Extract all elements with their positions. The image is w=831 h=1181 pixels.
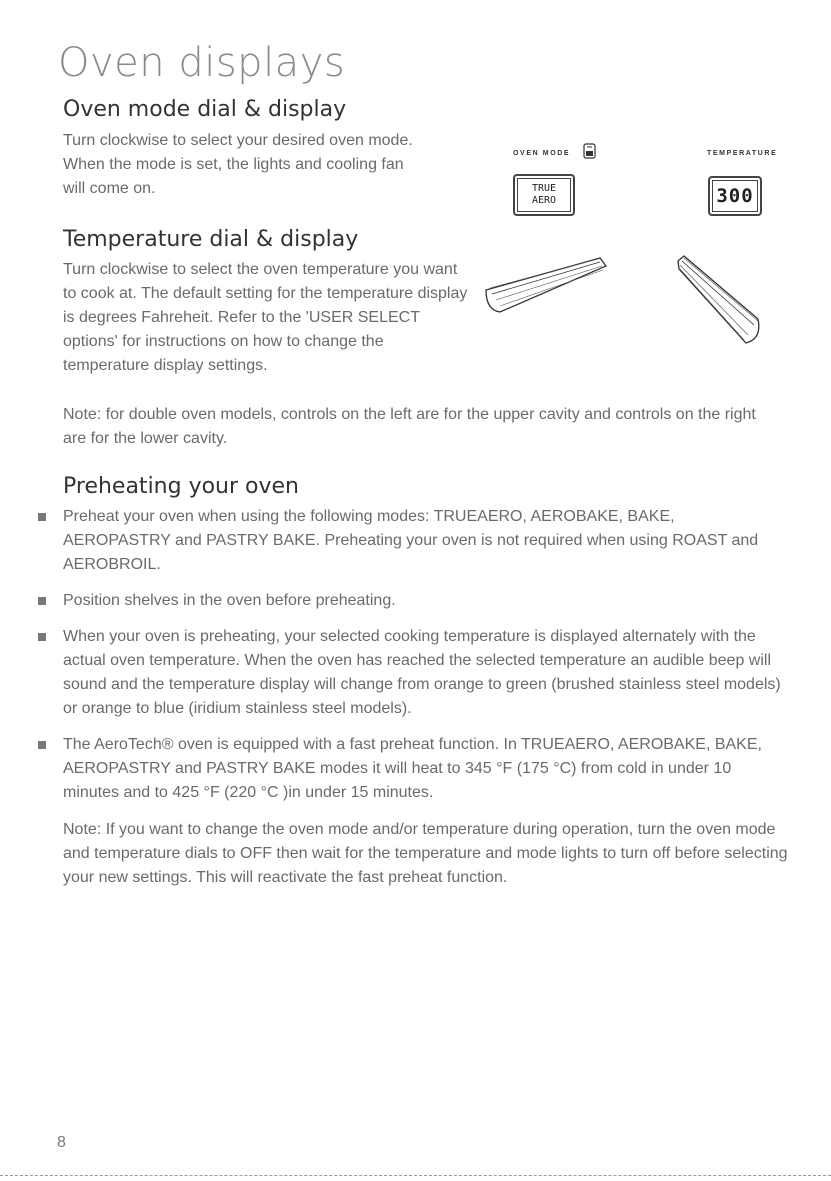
preheating-heading: Preheating your oven (63, 474, 299, 499)
temperature-label: TEMPERATURE (707, 150, 778, 157)
oven-mode-display (513, 174, 575, 216)
note-double-oven: Note: for double oven models, controls on the left are for the upper cavity and controls on the right are for the lower cavity. (63, 406, 756, 447)
oven-mode-text: Turn clockwise to select your desired oven mode. When the mode is set, the lights and cooling fan will come on. (63, 132, 413, 197)
bullet-icon (38, 597, 46, 605)
page-number: 8 (57, 1134, 66, 1151)
bullet-icon (38, 741, 46, 749)
list-item: Preheat your oven when using the following modes: TRUEAERO, AEROBAKE, BAKE, AEROPASTRY and PASTRY BAKE. Preheating your oven is not required when using ROAST and AEROBROIL. (63, 505, 783, 577)
note-fast-preheat: Note: If you want to change the oven mode and/or temperature during operation, turn the oven mode and temperature dials to OFF then wait for the temperature and mode lights to turn off before selecting your new settings. This will reactivate the fast preheat function. (63, 821, 788, 886)
bullet-icon (38, 633, 46, 641)
bottom-rule (0, 1175, 831, 1176)
page-title: Oven displays (58, 40, 346, 86)
temperature-text: Turn clockwise to select the oven temperature you want to cook at. The default setting for the temperature display is degrees Fahreheit. Refer to the 'USER SELECT options' for instructions on how to change the temperature display settings. (63, 261, 468, 374)
list-item: When your oven is preheating, your selected cooking temperature is displayed alternately with the actual oven temperature. When the oven has reached the selected temperature an audible beep will sound and the temperature display will change from orange to green (brushed stainless steel models) or orange to blue (iridium stainless steel models). (63, 625, 783, 721)
bullet-icon (38, 513, 46, 521)
temperature-display (708, 176, 762, 216)
preheating-list (63, 505, 783, 817)
list-item: Position shelves in the oven before preheating. (63, 589, 783, 613)
oven-mode-dial-icon[interactable] (482, 256, 610, 316)
temperature-heading: Temperature dial & display (63, 227, 359, 252)
temperature-display-value: 300 (716, 185, 754, 207)
oven-light-icon (583, 143, 596, 159)
oven-mode-label: OVEN MODE (513, 150, 571, 157)
oven-mode-display-line1: TRUE (531, 183, 557, 194)
temperature-dial-icon[interactable] (676, 255, 761, 345)
list-item: The AeroTech® oven is equipped with a fast preheat function. In TRUEAERO, AEROBAKE, BAKE, AEROPASTRY and PASTRY BAKE modes it will heat to 345 °F (175 °C) from cold in under 10 minutes and to 425 °F (220 °C )in under 15 minutes. (63, 733, 783, 805)
oven-mode-heading: Oven mode dial & display (63, 97, 347, 122)
oven-mode-display-line2: AERO (531, 195, 557, 206)
